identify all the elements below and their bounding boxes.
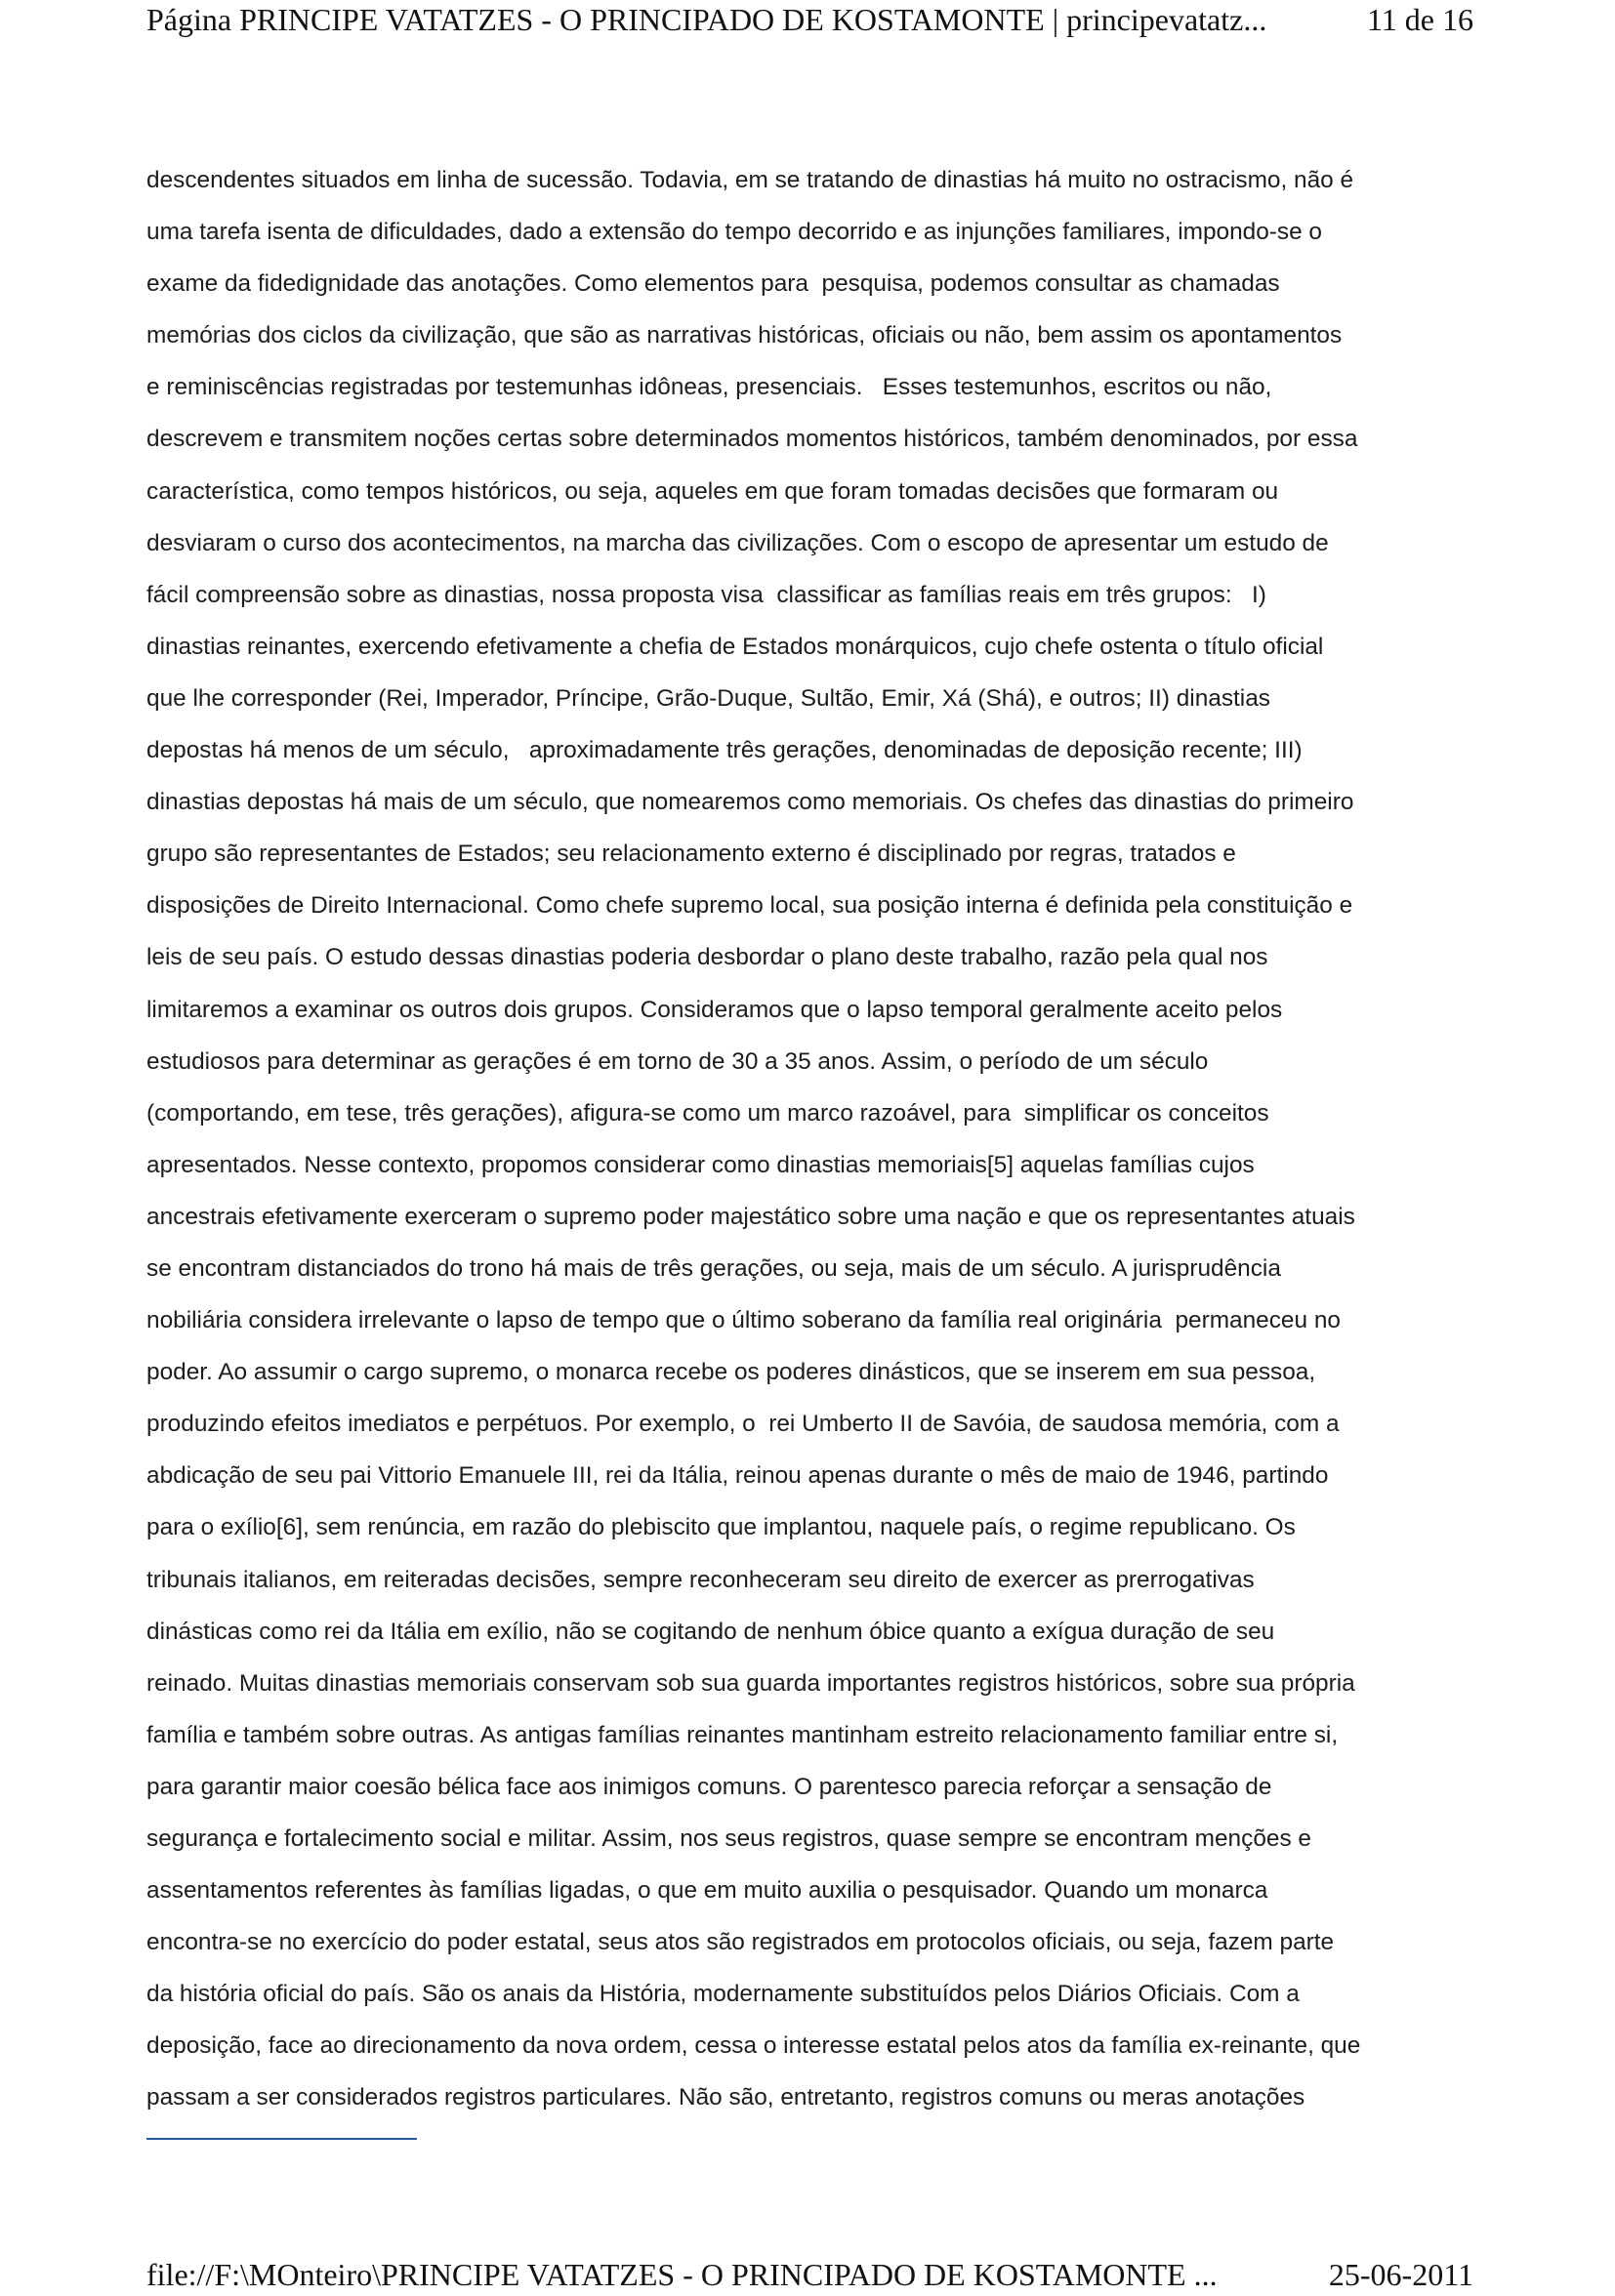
body-line: dinastias reinantes, exercendo efetivamente a chefia de Estados monárquicos, cujo chefe ostenta o título oficial (146, 633, 1324, 660)
body-line: se encontram distanciados do trono há mais de três gerações, ou seja, mais de um século. A jurisprudência (146, 1254, 1281, 1282)
body-line: tribunais italianos, em reiteradas decisões, sempre reconheceram seu direito de exercer as prerrogativas (146, 1566, 1255, 1593)
body-line: assentamentos referentes às famílias ligadas, o que em muito auxilia o pesquisador. Quando um monarca (146, 1877, 1268, 1905)
body-line: da história oficial do país. São os anais da História, modernamente substituídos pelos Diários Oficiais. Com a (146, 1981, 1300, 2008)
body-line: disposições de Direito Internacional. Como chefe supremo local, sua posição interna é definida pela constituição e (146, 892, 1353, 920)
body-line: deposição, face ao direcionamento da nova ordem, cessa o interesse estatal pelos atos da família ex-reinante, que (146, 2032, 1361, 2060)
body-line: memórias dos ciclos da civilização, que são as narrativas históricas, oficiais ou não, bem assim os apontamentos (146, 322, 1343, 349)
body-line: descendentes situados em linha de sucessão. Todavia, em se tratando de dinastias há muito no ostracismo, não é (146, 167, 1354, 193)
body-line: encontra-se no exercício do poder estatal, seus atos são registrados em protocolos oficiais, ou seja, fazem parte (146, 1929, 1335, 1956)
body-line: abdicação de seu pai Vittorio Emanuele III, rei da Itália, reinou apenas durante o mês de maio de 1946, partindo (146, 1462, 1329, 1490)
header-title: Página PRINCIPE VATATZES - O PRINCIPADO DE KOSTAMONTE | principevatatz... (146, 2, 1267, 37)
body-line: depostas há menos de um século, aproximadamente três gerações, denominadas de deposição recente; III) (146, 737, 1303, 764)
body-line: grupo são representantes de Estados; seu relacionamento externo é disciplinado por regras, tratados e (146, 840, 1236, 868)
body-line: fácil compreensão sobre as dinastias, nossa proposta visa classificar as famílias reais em três grupos: I) (146, 581, 1266, 608)
footer-file-path: file://F:\MOnteiro\PRINCIPE VATATZES - O PRINCIPADO DE KOSTAMONTE ... (146, 2257, 1218, 2292)
body-line: para o exílio[6], sem renúncia, em razão do plebiscito que implantou, naquele país, o regime republicano. Os (146, 1514, 1296, 1541)
body-line: exame da fidedignidade das anotações. Como elementos para pesquisa, podemos consultar as chamadas (146, 270, 1280, 298)
document-body (146, 154, 1474, 2124)
page-footer (146, 2257, 1473, 2296)
body-line: segurança e fortalecimento social e militar. Assim, nos seus registros, quase sempre se encontram menções e (146, 1825, 1311, 1852)
body-line: passam a ser considerados registros particulares. Não são, entretanto, registros comuns ou meras anotações (146, 2084, 1305, 2112)
body-line: (comportando, em tese, três gerações), afigura-se como um marco razoável, para simplificar os conceitos (146, 1099, 1269, 1127)
body-line: estudiosos para determinar as gerações é em torno de 30 a 35 anos. Assim, o período de um século (146, 1047, 1209, 1075)
footer-date: 25-06-2011 (1328, 2257, 1473, 2292)
body-line: e reminiscências registradas por testemunhas idôneas, presenciais. Esses testemunhos, escritos ou não, (146, 374, 1272, 401)
body-line: dinásticas como rei da Itália em exílio, não se cogitando de nenhum óbice quanto a exígua duração de seu (146, 1618, 1275, 1645)
body-line: leis de seu país. O estudo dessas dinastias poderia desbordar o plano deste trabalho, razão pela qual nos (146, 944, 1268, 971)
body-line: desviaram o curso dos acontecimentos, na marcha das civilizações. Com o escopo de apresentar um estudo de (146, 529, 1329, 556)
body-line: para garantir maior coesão bélica face aos inimigos comuns. O parentesco parecia reforçar a sensação de (146, 1773, 1272, 1800)
body-line: uma tarefa isenta de dificuldades, dado a extensão do tempo decorrido e as injunções familiares, impondo-se o (146, 219, 1322, 246)
body-line: que lhe corresponder (Rei, Imperador, Príncipe, Grão-Duque, Sultão, Emir, Xá (Shá), e outros; II) dinastias (146, 684, 1270, 712)
body-line: limitaremos a examinar os outros dois grupos. Consideramos que o lapso temporal geralmente aceito pelos (146, 996, 1283, 1023)
body-line: dinastias depostas há mais de um século, que nomearemos como memoriais. Os chefes das dinastias do primeiro (146, 789, 1354, 816)
body-line: descrevem e transmitem noções certas sobre determinados momentos históricos, também denominados, por essa (146, 426, 1358, 453)
body-line: nobiliária considera irrelevante o lapso de tempo que o último soberano da família real originária permaneceu no (146, 1307, 1341, 1334)
body-line: poder. Ao assumir o cargo supremo, o monarca recebe os poderes dinásticos, que se inserem em sua pessoa, (146, 1359, 1316, 1386)
body-line: apresentados. Nesse contexto, propomos considerar como dinastias memoriais[5] aquelas famílias cujos (146, 1151, 1255, 1178)
footnote-separator (146, 2138, 417, 2140)
page-header (146, 2, 1473, 45)
page-indicator: 11 de 16 (1366, 2, 1473, 37)
body-line: ancestrais efetivamente exerceram o supremo poder majestático sobre uma nação e que os representantes atuais (146, 1203, 1355, 1230)
body-line: produzindo efeitos imediatos e perpétuos. Por exemplo, o rei Umberto II de Savóia, de saudosa memória, com a (146, 1411, 1340, 1438)
body-line: família e também sobre outras. As antigas famílias reinantes mantinham estreito relacionamento familiar entre si, (146, 1721, 1339, 1748)
body-line: característica, como tempos históricos, ou seja, aqueles em que foram tomadas decisões que formaram ou (146, 477, 1279, 505)
body-line: reinado. Muitas dinastias memoriais conservam sob sua guarda importantes registros históricos, sobre sua própria (146, 1669, 1355, 1697)
